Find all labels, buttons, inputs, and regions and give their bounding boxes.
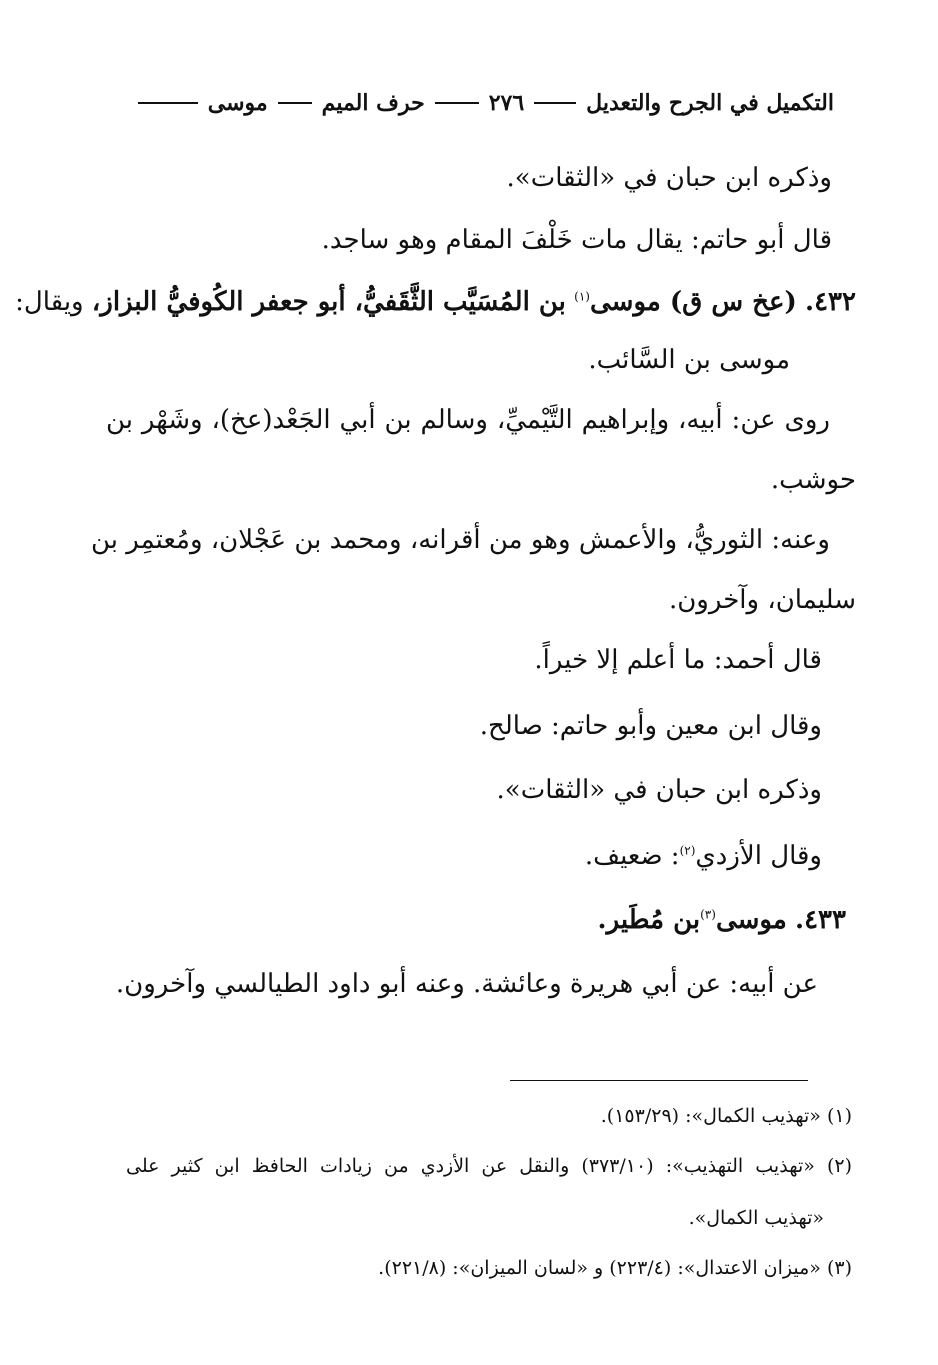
text-fragment: : ضعيف. <box>584 841 680 871</box>
text-line: وقال ابن معين وأبو حاتم: صالح. <box>479 711 822 741</box>
header-separator <box>138 102 198 104</box>
text-line: وعنه: الثوريُّ، والأعمش وهو من أقرانه، ومحمد بن عَجْلان، ومُعتمِر بن <box>90 525 830 555</box>
footnote-ref: (٢) <box>679 843 696 858</box>
header-section: حرف الميم <box>321 90 425 116</box>
entry-name: موسى <box>715 905 787 935</box>
text-line: قال أبو حاتم: يقال مات خَلْفَ المقام وهو ساجد. <box>321 225 832 255</box>
entry-name-rest: بن المُسَيَّب الثَّقَفيُّ، أبو جعفر الكُوفيُّ البزاز، <box>91 287 566 317</box>
footnote-ref: (١) <box>574 289 590 304</box>
entry-name-rest: بن مُطَير. <box>597 905 701 935</box>
header-page-number: ٢٧٦ <box>488 90 525 116</box>
text-line: روى عن: أبيه، وإبراهيم التَّيْميِّ، وسالم بن أبي الجَعْد(عخ)، وشَهْر بن <box>106 405 830 435</box>
text-line: سليمان، وآخرون. <box>668 585 856 615</box>
entry-432-heading <box>15 282 856 322</box>
text-fragment: وقال الأزدي <box>695 841 822 871</box>
text-fragment: ويقال: <box>15 287 84 317</box>
footnote: (٢) «تهذيب التهذيب»: (٣٧٣/١٠) والنقل عن الأزدي من زيادات الحافظ ابن كثير على <box>126 1155 852 1177</box>
text-line: حوشب. <box>770 465 856 495</box>
entry-number: ٤٣٢. <box>805 287 856 317</box>
entry-433-heading <box>598 900 846 940</box>
running-header <box>110 82 834 124</box>
footnote: (١) «تهذيب الكمال»: (١٥٣/٢٩). <box>600 1105 852 1127</box>
text-line: عن أبيه: عن أبي هريرة وعائشة. وعنه أبو داود الطيالسي وآخرون. <box>115 969 818 999</box>
header-title: التكميل في الجرح والتعديل <box>586 90 834 116</box>
header-separator <box>435 102 479 104</box>
footnote: «تهذيب الكمال». <box>688 1207 824 1229</box>
entry-number: ٤٣٣. <box>795 905 846 935</box>
text-line: وذكره ابن حبان في «الثقات». <box>506 163 832 193</box>
footnote: (٣) «ميزان الاعتدال»: (٢٢٣/٤) و «لسان الميزان»: (٢٢١/٨). <box>378 1257 852 1279</box>
footnote-rule <box>510 1080 808 1081</box>
header-entry-name: موسى <box>207 90 268 116</box>
text-line: موسى بن السَّائب. <box>588 345 790 375</box>
header-separator <box>278 102 312 104</box>
text-line <box>585 836 822 876</box>
text-line: قال أحمد: ما أعلم إلا خيراً. <box>534 645 822 675</box>
text-line: وذكره ابن حبان في «الثقات». <box>496 775 822 805</box>
header-separator <box>534 102 576 104</box>
footnote-ref: (٣) <box>700 907 716 922</box>
entry-name: (عخ س ق) موسى <box>589 287 797 317</box>
